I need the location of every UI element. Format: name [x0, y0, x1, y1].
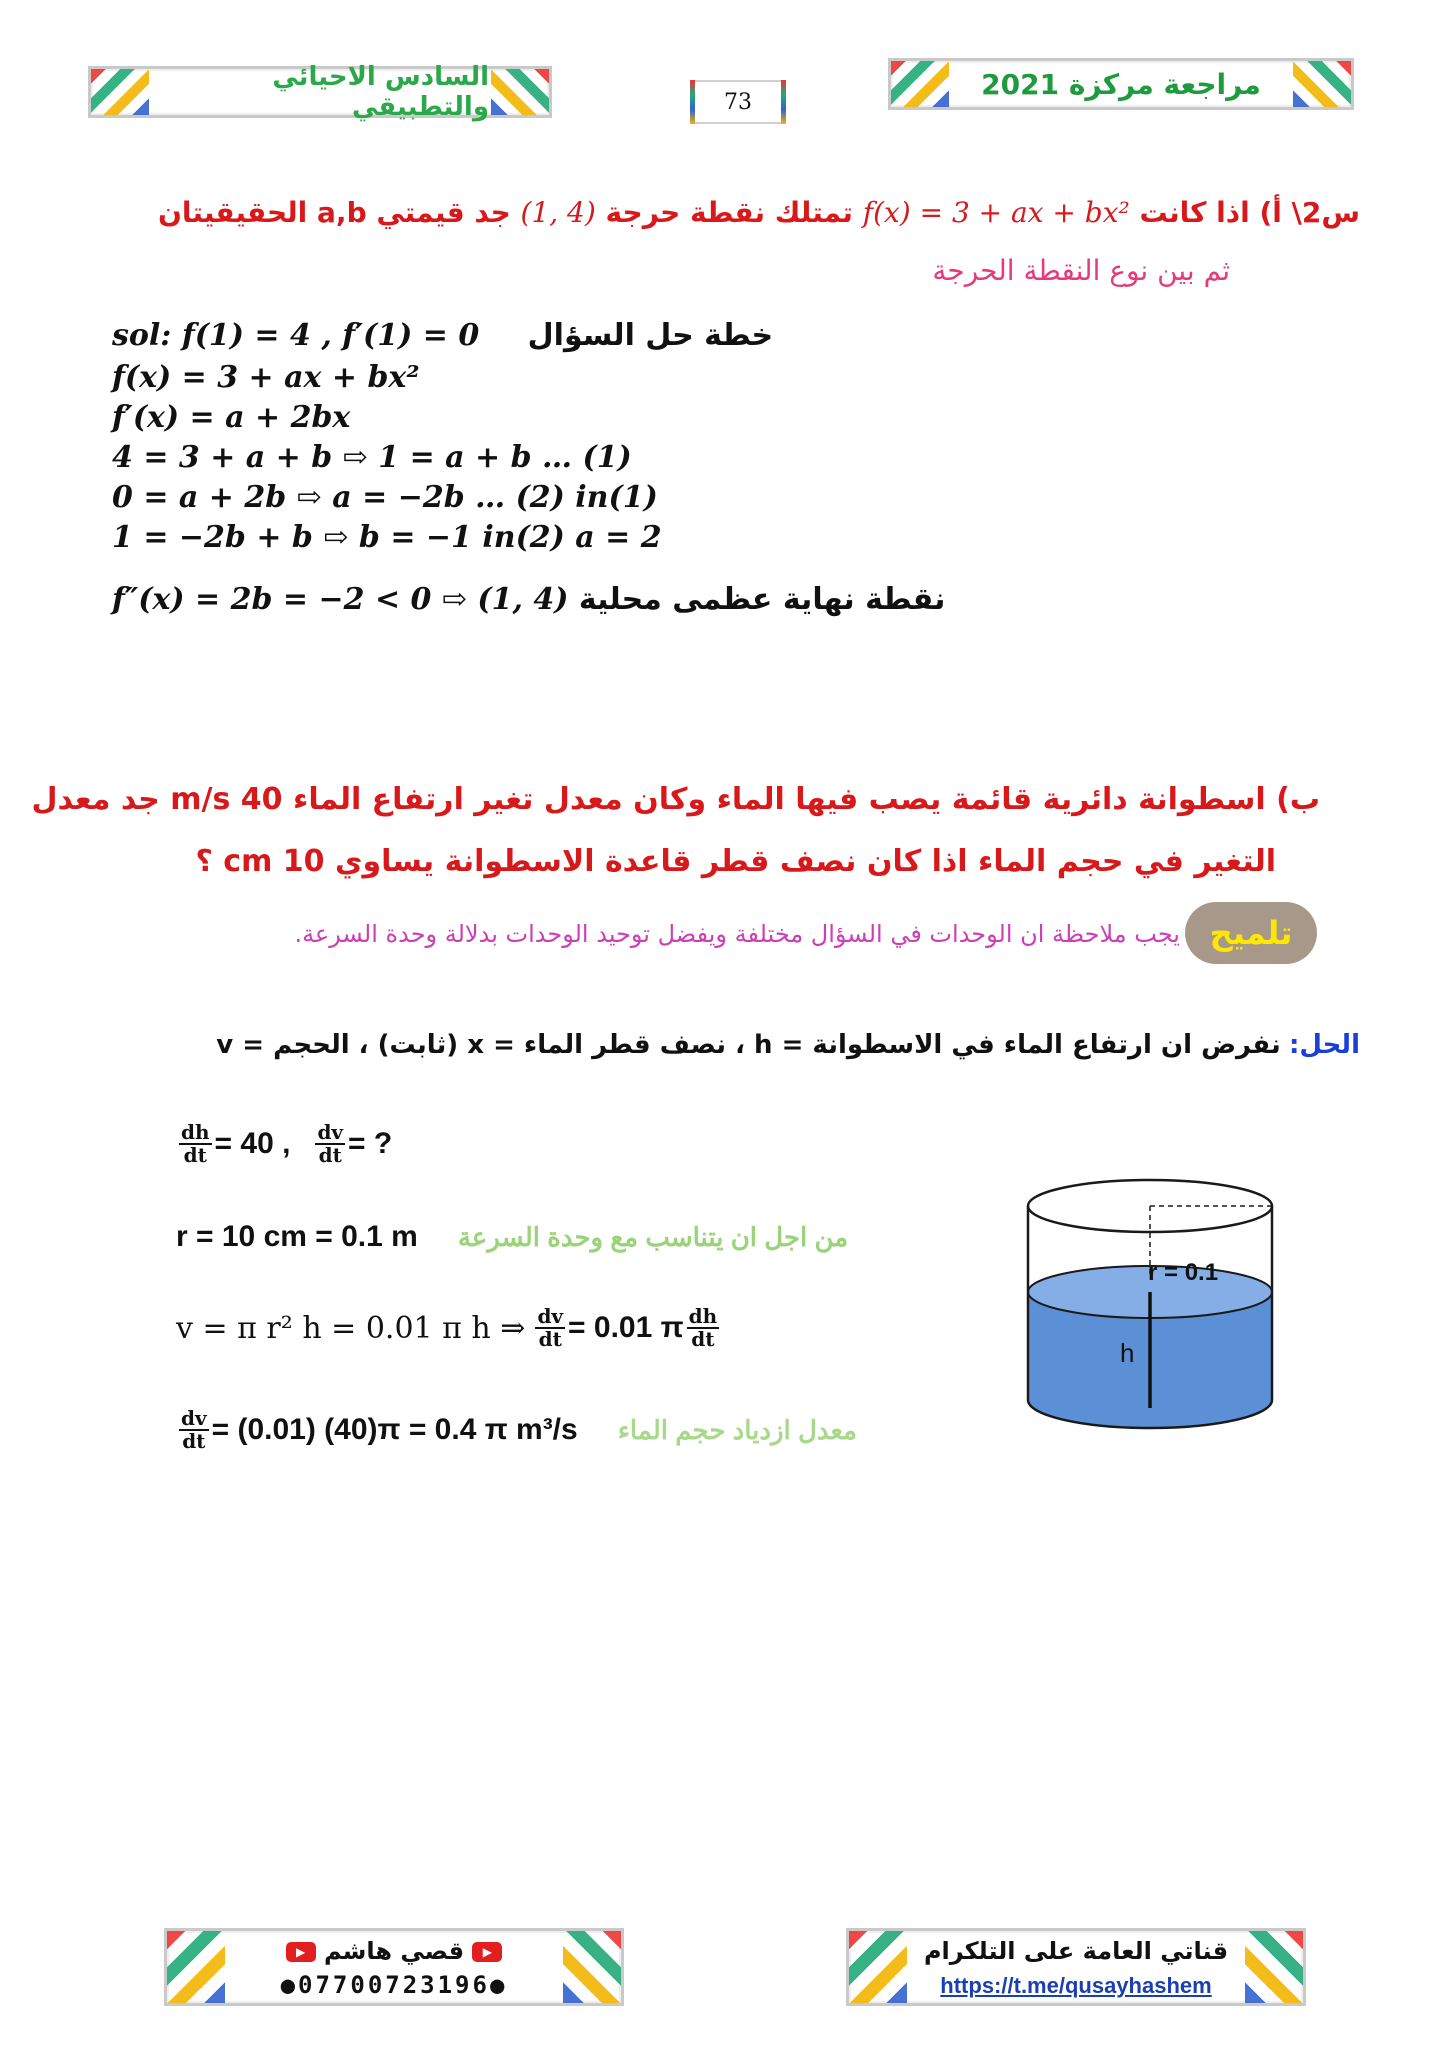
- youtube-icon-2: ▶: [286, 1942, 316, 1962]
- solution-a-line3: 4 = 3 + a + b ⇨ 1 = a + b … (1): [112, 440, 632, 475]
- phone-icon: ●: [280, 1971, 299, 1999]
- page-number: 73: [690, 80, 786, 124]
- solution-b-assume: الحل: نفرض ان ارتفاع الماء في الاسطوانة = h ، نصف قطر الماء = x (ثابت) ، الحجم = v: [216, 1030, 1360, 1060]
- footer-telegram-title: قناتي العامة على التلكرام: [923, 1937, 1229, 1965]
- question-a-function: f(x) = 3 + ax + bx²: [862, 196, 1130, 229]
- solution-a-sol-line: sol: f(1) = 4 , f′(1) = 0 خطة حل السؤال: [112, 318, 774, 353]
- header-right-title: مراجعة مركزة 2021: [981, 67, 1261, 101]
- question-b-line1: ب) اسطوانة دائرية قائمة يصب فيها الماء وكان معدل تغير ارتفاع الماء 40 m/s جد معدل: [31, 782, 1320, 817]
- youtube-icon: ▶: [472, 1942, 502, 1962]
- footer-telegram-link[interactable]: https://t.me/qusayhashem: [940, 1973, 1212, 1998]
- solution-b-label: الحل:: [1288, 1030, 1360, 1060]
- volume-line: v = π r² h = 0.01 π h ⇒ $\frac{dv}{dt}$ = 0.01 π $\frac{dh}{dt}$: [176, 1304, 718, 1351]
- header-left-title: السادس الاحيائي والتطبيقي: [272, 62, 489, 122]
- solution-a-line5: 1 = −2b + b ⇨ b = −1 in(2) a = 2: [112, 520, 662, 555]
- hint-badge: تلميح: [1185, 902, 1317, 964]
- final-note: معدل ازدياد حجم الماء: [617, 1414, 857, 1445]
- solution-a-line1: f(x) = 3 + ax + bx²: [112, 360, 420, 395]
- question-a-point: (1, 4): [520, 196, 596, 229]
- height-label: h: [1120, 1338, 1135, 1368]
- cylinder-diagram: [1020, 1176, 1290, 1440]
- whatsapp-icon: ●: [489, 1971, 508, 1999]
- final-line: $\frac{dv}{dt}$ = (0.01) (40)π = 0.4 π m³/s معدل ازدياد حجم الماء: [181, 1406, 857, 1453]
- footer-phone: 07700723196: [298, 1971, 490, 1999]
- header-left-banner: [88, 62, 552, 122]
- solution-a-line2: f′(x) = a + 2bx: [112, 400, 351, 435]
- footer-left-banner: [164, 1928, 624, 2006]
- solution-a-conclusion: نقطة نهاية عظمى محلية: [578, 582, 946, 617]
- solution-a-line4: 0 = a + 2b ⇨ a = −2b … (2) in(1): [112, 480, 658, 515]
- dv-dt-fraction: $\frac{dv}{dt}$: [317, 1120, 344, 1167]
- radius-label: r = 0.1: [1148, 1259, 1219, 1286]
- footer-right-banner: [846, 1928, 1306, 2006]
- hint-text: يجب ملاحظة ان الوحدات في السؤال مختلفة ويفضل توحيد الوحدات بدلالة وحدة السرعة.: [294, 920, 1180, 948]
- question-a-line1: س2\ أ) اذا كانت f(x) = 3 + ax + bx² تمتلك نقطة حرجة (1, 4) جد قيمتي a,b الحقيقيتان: [157, 196, 1360, 229]
- question-b-line2: التغير في حجم الماء اذا كان نصف قطر قاعدة الاسطوانة يساوي 10 cm ؟: [195, 844, 1276, 879]
- solution-a-line6: f″(x) = 2b = −2 < 0 ⇨ (1, 4) نقطة نهاية عظمى محلية: [112, 582, 946, 617]
- dh-dt-fraction: $\frac{dh}{dt}$: [181, 1120, 210, 1167]
- question-a-line2: ثم بين نوع النقطة الحرجة: [932, 254, 1230, 287]
- radius-line: r = 10 cm = 0.1 m من اجل ان يتناسب مع وحدة السرعة: [176, 1220, 849, 1253]
- header-right-banner: [888, 58, 1354, 110]
- solution-plan-label: خطة حل السؤال: [527, 318, 774, 353]
- footer-name: قصي هاشم: [323, 1937, 465, 1965]
- given-rates: $\frac{dh}{dt}$ = 40 , $\frac{dv}{dt}$ = ?: [181, 1120, 393, 1167]
- radius-note: من اجل ان يتناسب مع وحدة السرعة: [457, 1221, 849, 1252]
